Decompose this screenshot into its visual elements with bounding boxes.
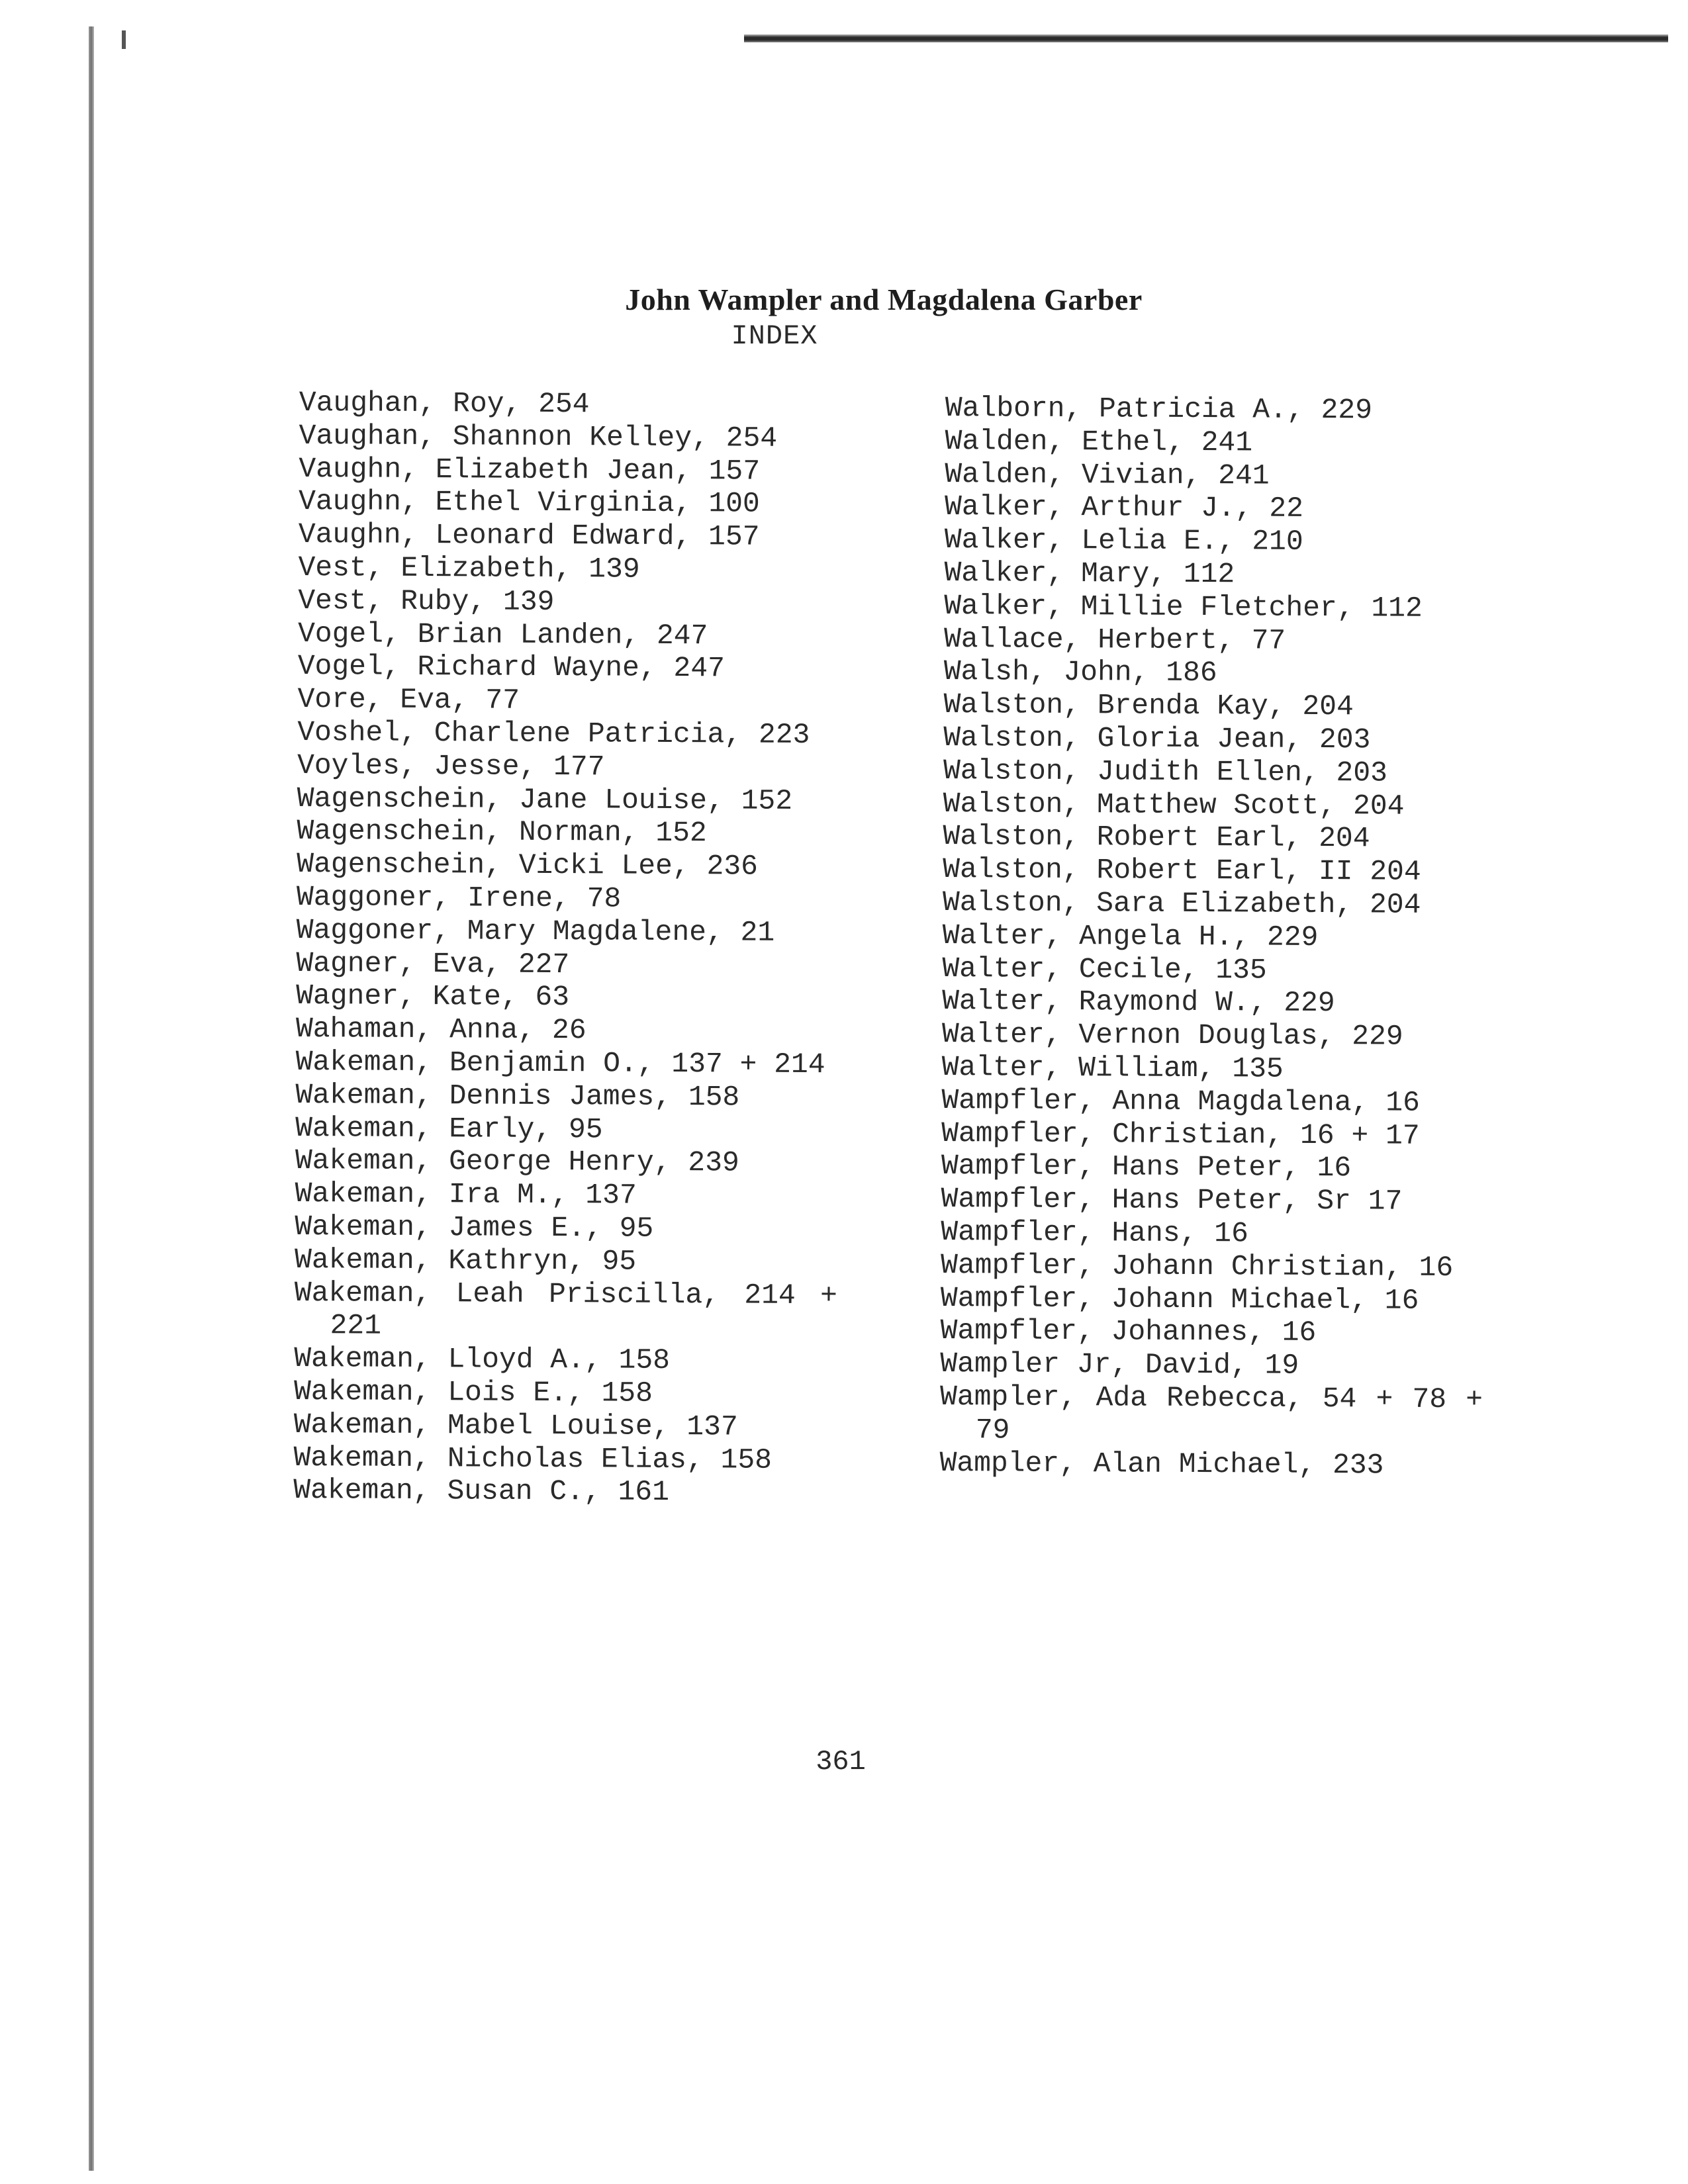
index-entry: Walston, Matthew Scott, 204 <box>943 787 1405 823</box>
index-entry: Walter, Angela H., 229 <box>942 919 1319 954</box>
index-entry: Wakeman, Leah Priscilla, 214 + 221 <box>294 1276 837 1342</box>
index-entry: Wakeman, Mabel Louise, 137 <box>293 1408 738 1443</box>
index-entry: Wagenschein, Vicki Lee, 236 <box>297 848 759 883</box>
index-entry: Wampfler, Hans Peter, Sr 17 <box>941 1183 1403 1218</box>
index-entry: Vaughn, Ethel Virginia, 100 <box>298 485 760 521</box>
index-entry: Wahaman, Anna, 26 <box>295 1013 586 1047</box>
index-entry: Wampler Jr, David, 19 <box>940 1347 1299 1382</box>
index-entry: Walker, Millie Fletcher, 112 <box>944 589 1423 625</box>
index-entry: Wampfler, Johannes, 16 <box>940 1314 1317 1349</box>
index-entry: Waggoner, Irene, 78 <box>296 880 622 915</box>
index-entry: Walker, Lelia E., 210 <box>944 523 1303 559</box>
index-entry: Vaughan, Shannon Kelley, 254 <box>299 419 778 455</box>
index-entry: Wakeman, Dennis James, 158 <box>295 1078 740 1114</box>
index-entry: Wagner, Kate, 63 <box>296 979 570 1014</box>
index-entry: Wakeman, Ira M., 137 <box>295 1177 637 1212</box>
index-entry: Wagenschein, Norman, 152 <box>297 815 707 850</box>
index-entry: Walker, Arthur J., 22 <box>944 490 1304 525</box>
index-entry: Walborn, Patricia A., 229 <box>945 392 1373 427</box>
page-number: 361 <box>816 1746 866 1778</box>
index-entry: Vest, Elizabeth, 139 <box>298 551 640 586</box>
index-entry: Walston, Gloria Jean, 203 <box>943 721 1371 756</box>
index-entry: Wakeman, Kathryn, 95 <box>294 1243 637 1278</box>
index-entry: Vore, Eva, 77 <box>297 683 520 717</box>
index-entry: Wampfler, Anna Magdalena, 16 <box>941 1083 1421 1119</box>
index-entry: Walter, Raymond W., 229 <box>942 985 1335 1020</box>
index-entry: Walston, Robert Earl, II 204 <box>943 853 1421 888</box>
index-entry: Walter, Cecile, 135 <box>942 952 1267 987</box>
index-entry: Vaughn, Leonard Edward, 157 <box>298 518 760 553</box>
index-entry: Wagner, Eva, 227 <box>296 946 570 981</box>
index-entry: Walston, Judith Ellen, 203 <box>943 754 1388 790</box>
index-entry: Vaughan, Roy, 254 <box>299 387 590 421</box>
index-entry: Walter, William, 135 <box>941 1050 1284 1085</box>
index-entry: Voshel, Charlene Patricia, 223 <box>297 715 810 752</box>
index-entry: Wampfler, Johann Michael, 16 <box>940 1281 1419 1317</box>
index-entry: Walston, Brenda Kay, 204 <box>943 688 1354 723</box>
index-entry: Wakeman, James E., 95 <box>295 1210 654 1245</box>
index-entry: Wagenschein, Jane Louise, 152 <box>297 782 793 817</box>
index-entry: Wampfler, Johann Christian, 16 <box>940 1248 1454 1284</box>
index-entry: Waggoner, Mary Magdalene, 21 <box>296 913 775 949</box>
index-entry: Wakeman, Lois E., 158 <box>293 1375 653 1410</box>
index-entry: Walsh, John, 186 <box>943 655 1217 690</box>
index-entry: Walden, Vivian, 241 <box>945 457 1270 492</box>
index-entry: Vaughn, Elizabeth Jean, 157 <box>299 452 761 488</box>
index-entry: Walker, Mary, 112 <box>944 556 1235 591</box>
index-entry: Walter, Vernon Douglas, 229 <box>941 1018 1403 1053</box>
index-entry: Voyles, Jesse, 177 <box>297 749 605 784</box>
index-entry: Wakeman, Susan C., 161 <box>293 1474 670 1509</box>
index-column-right <box>939 392 1488 1482</box>
index-entry: Wakeman, Nicholas Elias, 158 <box>293 1441 773 1477</box>
index-entry: Wakeman, George Henry, 239 <box>295 1144 739 1179</box>
top-rule <box>744 34 1668 42</box>
index-entry: Wallace, Herbert, 77 <box>943 622 1286 657</box>
scan-edge-mark <box>122 30 126 49</box>
index-entry: Wampler, Alan Michael, 233 <box>939 1446 1384 1481</box>
index-entry: Vogel, Richard Wayne, 247 <box>297 650 726 685</box>
index-entry: Wampfler, Hans, 16 <box>941 1215 1248 1250</box>
index-entry: Walden, Ethel, 241 <box>945 424 1253 459</box>
index-entry: Wakeman, Early, 95 <box>295 1111 603 1146</box>
index-column-left <box>293 387 842 1510</box>
index-entry: Walston, Robert Earl, 204 <box>943 820 1370 855</box>
index-entry: Vogel, Brian Landen, 247 <box>297 617 708 652</box>
index-entry: Walston, Sara Elizabeth, 204 <box>942 886 1421 921</box>
index-heading: INDEX <box>731 320 818 352</box>
index-entry: Wampfler, Christian, 16 + 17 <box>941 1116 1420 1152</box>
scan-binding-edge <box>89 26 94 2171</box>
index-entry: Vest, Ruby, 139 <box>298 584 555 618</box>
index-entry: Wampfler, Hans Peter, 16 <box>941 1150 1352 1185</box>
index-entry: Wampler, Ada Rebecca, 54 + 78 + 79 <box>939 1380 1483 1447</box>
index-entry: Wakeman, Lloyd A., 158 <box>294 1342 671 1377</box>
page-title: John Wampler and Magdalena Garber <box>625 283 1143 316</box>
index-entry: Wakeman, Benjamin O., 137 + 214 <box>295 1045 825 1081</box>
